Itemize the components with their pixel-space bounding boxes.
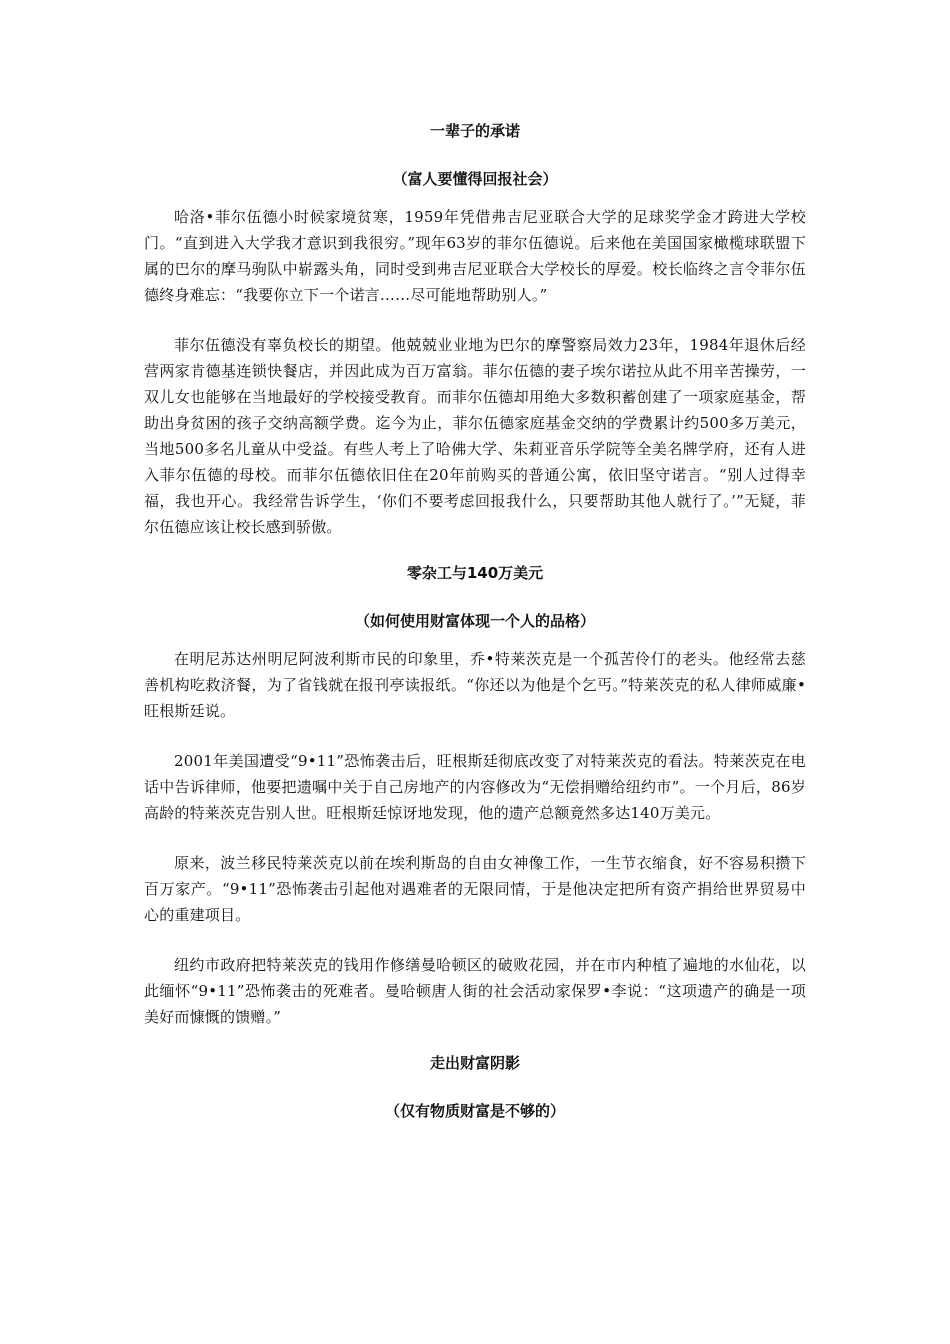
paragraph: 哈洛•菲尔伍德小时候家境贫寒，1959年凭借弗吉尼亚联合大学的足球奖学金才跨进大学校门。“直到进入大学我才意识到我很穷。”现年63岁的菲尔伍德说。后来他在美国国家橄榄球联盟下属的巴尔的摩马驹队中崭露头角，同时受到弗吉尼亚联合大学校长的厚爱。校长临终之言令菲尔伍德终身难忘：“我要你立下一个诺言……尽可能地帮助别人。”: [144, 208, 806, 304]
section-subtitle: （如何使用财富体现一个人的品格）: [354, 612, 595, 630]
section-title: 走出财富阴影: [429, 1054, 520, 1072]
paragraph: 菲尔伍德没有辜负校长的期望。他兢兢业业地为巴尔的摩警察局效力23年，1984年退休后经营两家肯德基连锁快餐店，并因此成为百万富翁。菲尔伍德的妻子埃尔诺拉从此不用辛苦操劳，一双儿女也能够在当地最好的学校接受教育。而菲尔伍德却用绝大多数积蓄创建了一项家庭基金，帮助出身贫困的孩子交纳高额学费。迄今为止，菲尔伍德家庭基金交纳的学费累计约500多万美元，当地500多名儿童从中受益。有些人考上了哈佛大学、朱莉亚音乐学院等全美名牌学府，还有人进入菲尔伍德的母校。而菲尔伍德依旧住在20年前购买的普通公寓，依旧坚守诺言。“别人过得幸福，我也开心。我经常告诉学生，‘你们不要考虑回报我什么，只要帮助其他人就行了。’”无疑，菲尔伍德应该让校长感到骄傲。: [144, 336, 806, 536]
paragraph: 纽约市政府把特莱茨克的钱用作修缮曼哈顿区的破败花园，并在市内种植了遍地的水仙花，以此缅怀“9•11”恐怖袭击的死难者。曼哈顿唐人街的社会活动家保罗•李说：“这项遗产的确是一项美好而慷慨的馈赠。”: [144, 956, 806, 1026]
section-subtitle: （富人要懂得回报社会）: [392, 170, 558, 188]
paragraph: 原来，波兰移民特莱茨克以前在埃利斯岛的自由女神像工作，一生节衣缩食，好不容易积攒下百万家产。“9•11”恐怖袭击引起他对遇难者的无限同情，于是他决定把所有资产捐给世界贸易中心的重建项目。: [144, 854, 806, 924]
section-subtitle: （仅有物质财富是不够的）: [384, 1102, 565, 1120]
document-page: [144, 118, 806, 1136]
section-promise: [144, 118, 806, 540]
section-title: 零杂工与140万美元: [406, 564, 544, 582]
paragraph: 2001年美国遭受“9•11”恐怖袭击后，旺根斯廷彻底改变了对特莱茨克的看法。特莱茨克在电话中告诉律师，他要把遗嘱中关于自己房地产的内容修改为“无偿捐赠给纽约市”。一个月后，86岁高龄的特莱茨克告别人世。旺根斯廷惊讶地发现，他的遗产总额竟然多达140万美元。: [144, 752, 806, 822]
section-odd-jobs: [144, 560, 806, 1030]
paragraph: 在明尼苏达州明尼阿波利斯市民的印象里，乔•特莱茨克是一个孤苦伶仃的老头。他经常去慈善机构吃救济餐，为了省钱就在报刊亭读报纸。“你还以为他是个乞丐。”特莱茨克的私人律师威廉•旺根斯廷说。: [144, 650, 806, 720]
section-title: 一辈子的承诺: [429, 122, 520, 140]
section-wealth-shadow: [144, 1050, 806, 1124]
